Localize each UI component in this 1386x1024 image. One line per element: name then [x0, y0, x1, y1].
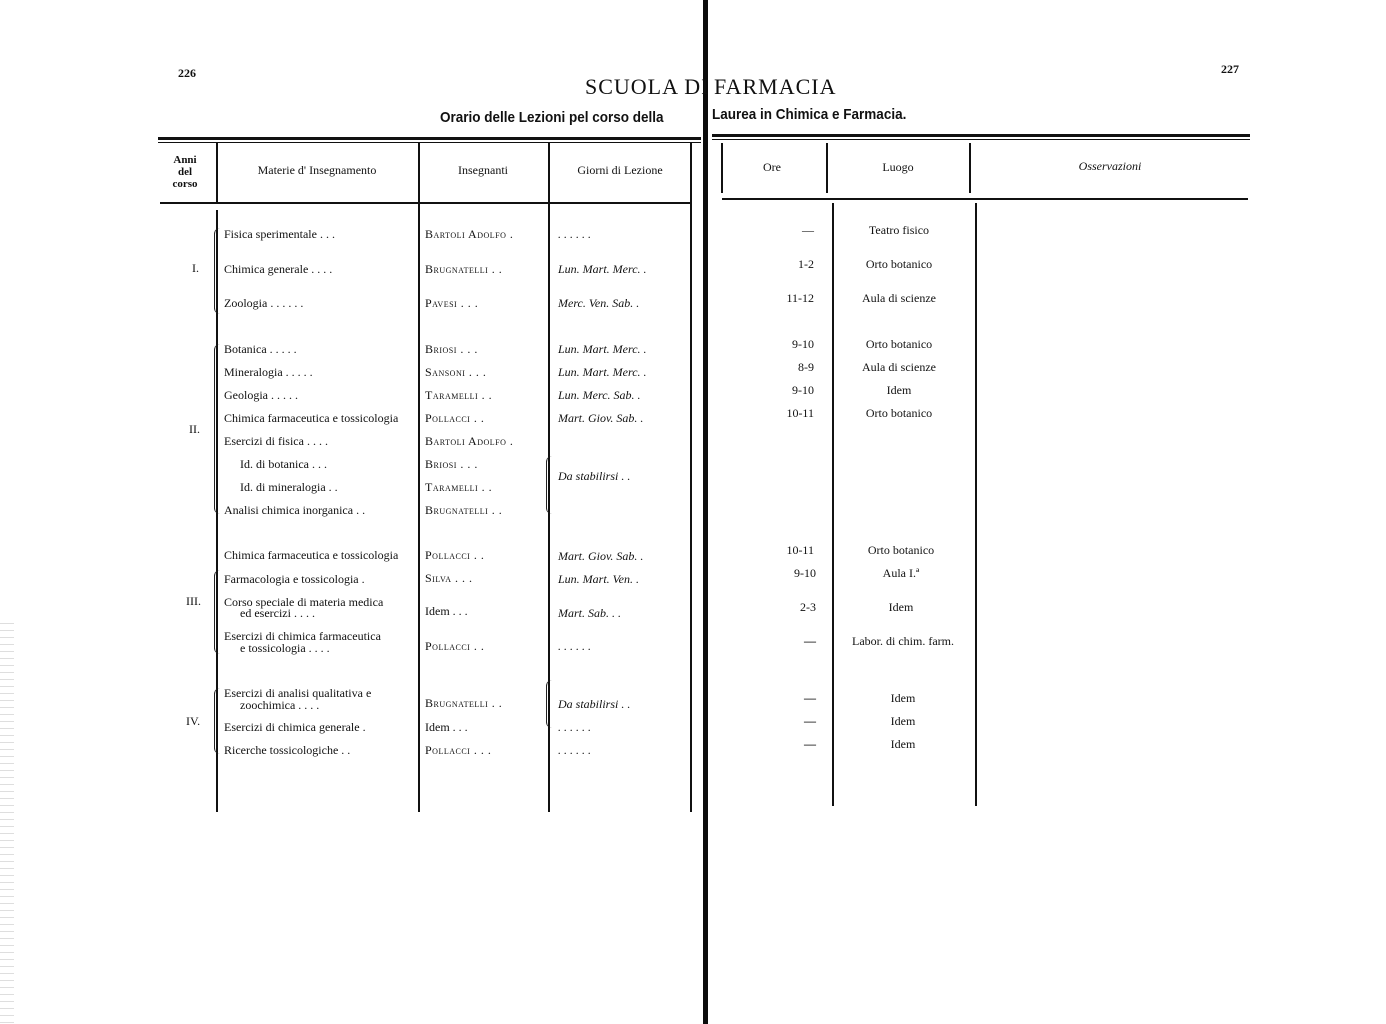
- header-ore: Ore: [763, 160, 781, 174]
- group-brace: [546, 680, 552, 728]
- place-cell: Orto botanico: [865, 406, 933, 420]
- col-line: [690, 143, 692, 812]
- hours-cell: 10-11: [786, 406, 814, 420]
- subject-cell: Esercizi di chimica farmaceutica: [224, 629, 381, 643]
- col-line: [969, 143, 971, 193]
- header-luogo: Luogo: [882, 160, 914, 174]
- top-rule-left-thin: [158, 142, 701, 143]
- days-cell: . . . . . .: [558, 720, 591, 734]
- days-cell: Lun. Mart. Merc. .: [558, 365, 647, 379]
- teacher-cell: Brugnatelli . .: [425, 503, 503, 517]
- header-materie: Materie d' Insegnamento: [257, 163, 377, 177]
- place-cell: Teatro fisico: [868, 223, 930, 237]
- days-grouped-cell: Da stabilirsi . .: [558, 697, 631, 711]
- hours-cell: —: [804, 714, 816, 728]
- subject-cell: Geologia . . . . .: [224, 388, 298, 402]
- hours-cell: 9-10: [792, 383, 814, 397]
- subject-cell: Esercizi di analisi qualitativa e: [224, 686, 372, 700]
- teacher-cell: Pollacci . . .: [425, 743, 492, 757]
- header-rule-right: [722, 198, 1248, 200]
- teacher-cell: Silva . . .: [425, 571, 473, 585]
- hours-cell: —: [804, 634, 816, 648]
- place-cell: Aula I.ª: [882, 566, 920, 580]
- days-cell: Mart. Giov. Sab. .: [558, 411, 644, 425]
- subject-cell: Farmacologia e tossicologia .: [224, 572, 365, 586]
- place-cell: Idem: [888, 600, 914, 614]
- title-left: SCUOLA DI: [585, 74, 710, 99]
- place-cell: Idem: [886, 383, 912, 397]
- year-brace: [214, 570, 220, 654]
- days-cell: Mart. Sab. . .: [558, 606, 621, 620]
- header-insegnanti: Insegnanti: [458, 163, 508, 177]
- days-cell: Lun. Mart. Merc. .: [558, 262, 647, 276]
- subject-cell: Fisica sperimentale . . .: [224, 227, 335, 241]
- place-cell: Orto botanico: [865, 257, 933, 271]
- subject-cell: Id. di mineralogia . .: [240, 480, 338, 494]
- subject-cell: Zoologia . . . . . .: [224, 296, 304, 310]
- subject-cell-cont: zoochimica . . . .: [240, 698, 320, 712]
- hours-cell: 2-3: [800, 600, 816, 614]
- teacher-cell: Sansoni . . .: [425, 365, 487, 379]
- teacher-cell: Brugnatelli . .: [425, 696, 503, 710]
- header-rule-left: [160, 202, 690, 204]
- teacher-cell: Pollacci . .: [425, 411, 485, 425]
- subtitle-right: Laurea in Chimica e Farmacia.: [712, 106, 907, 123]
- hours-cell: —: [804, 737, 816, 751]
- subject-cell: Chimica generale . . . .: [224, 262, 333, 276]
- subject-cell: Analisi chimica inorganica . .: [224, 503, 366, 517]
- teacher-cell: Brugnatelli . .: [425, 262, 503, 276]
- teacher-cell: Taramelli . .: [425, 388, 493, 402]
- teacher-cell: Idem . . .: [425, 720, 468, 734]
- teacher-cell: Briosi . . .: [425, 342, 478, 356]
- subject-cell: Id. di botanica . . .: [240, 457, 327, 471]
- hours-cell: 1-2: [798, 257, 814, 271]
- top-rule-right-thin: [712, 139, 1250, 140]
- place-cell: Orto botanico: [867, 543, 935, 557]
- place-cell: Idem: [890, 691, 916, 705]
- days-cell: . . . . . .: [558, 639, 591, 653]
- teacher-cell: Idem . . .: [425, 604, 468, 618]
- place-cell: Idem: [890, 714, 916, 728]
- top-rule-left: [158, 137, 701, 140]
- year-label: III.: [186, 594, 201, 608]
- page-edge: [0, 620, 14, 1024]
- page-number-left: 226: [178, 66, 196, 80]
- subject-cell: Esercizi di fisica . . . .: [224, 434, 328, 448]
- hours-cell: 10-11: [786, 543, 814, 557]
- year-brace: [214, 228, 220, 314]
- subject-cell: Esercizi di chimica generale .: [224, 720, 366, 734]
- hours-cell: —: [804, 691, 816, 705]
- hours-cell: 9-10: [792, 337, 814, 351]
- hours-cell: 11-12: [786, 291, 814, 305]
- header-giorni: Giorni di Lezione: [577, 163, 663, 177]
- subject-cell: Ricerche tossicologiche . .: [224, 743, 351, 757]
- header-osservazioni: Osservazioni: [1078, 159, 1142, 173]
- subject-cell-cont: ed esercizi . . . .: [240, 606, 315, 620]
- subject-cell: Botanica . . . . .: [224, 342, 297, 356]
- days-cell: Lun. Mart. Merc. .: [558, 342, 647, 356]
- place-cell: Idem: [890, 737, 916, 751]
- subject-cell: Mineralogia . . . . .: [224, 365, 313, 379]
- subject-cell: Corso speciale di materia medica: [224, 595, 384, 609]
- place-cell: Orto botanico: [865, 337, 933, 351]
- hours-cell: —: [802, 223, 814, 237]
- year-label: IV.: [186, 714, 201, 728]
- col-line: [418, 143, 420, 812]
- subject-cell: Chimica farmaceutica e tossicologia: [224, 548, 399, 562]
- year-brace: [214, 688, 220, 754]
- hours-cell: 9-10: [794, 566, 816, 580]
- page-number-right: 227: [1221, 62, 1239, 76]
- teacher-cell: Bartoli Adolfo .: [425, 227, 514, 241]
- teacher-cell: Pavesi . . .: [425, 296, 479, 310]
- days-cell: Merc. Ven. Sab. .: [558, 296, 640, 310]
- hours-cell: 8-9: [798, 360, 814, 374]
- year-brace: [214, 344, 220, 514]
- subject-cell-cont: e tossicologia . . . .: [240, 641, 330, 655]
- days-cell: Mart. Giov. Sab. .: [558, 549, 644, 563]
- place-cell: Aula di scienze: [862, 360, 936, 374]
- group-brace: [546, 456, 552, 514]
- days-cell: . . . . . .: [558, 227, 591, 241]
- year-label: II.: [189, 422, 200, 436]
- teacher-cell: Pollacci . .: [425, 548, 485, 562]
- days-grouped-cell: Da stabilirsi . .: [558, 469, 631, 483]
- days-cell: Lun. Mart. Ven. .: [558, 572, 639, 586]
- days-cell: Lun. Merc. Sab. .: [558, 388, 641, 402]
- top-rule-right: [712, 134, 1250, 137]
- year-label: I.: [192, 261, 199, 275]
- title-right: FARMACIA: [714, 74, 837, 99]
- place-cell: Labor. di chim. farm.: [852, 634, 954, 648]
- col-line: [975, 203, 977, 806]
- teacher-cell: Bartoli Adolfo .: [425, 434, 514, 448]
- book-spine: [703, 0, 708, 1024]
- teacher-cell: Taramelli . .: [425, 480, 493, 494]
- subject-cell: Chimica farmaceutica e tossicologia: [224, 411, 399, 425]
- header-anni: Anni del corso: [172, 154, 198, 190]
- teacher-cell: Briosi . . .: [425, 457, 478, 471]
- days-cell: . . . . . .: [558, 743, 591, 757]
- subtitle-left: Orario delle Lezioni pel corso della: [440, 109, 664, 126]
- place-cell: Aula di scienze: [862, 291, 936, 305]
- teacher-cell: Pollacci . .: [425, 639, 485, 653]
